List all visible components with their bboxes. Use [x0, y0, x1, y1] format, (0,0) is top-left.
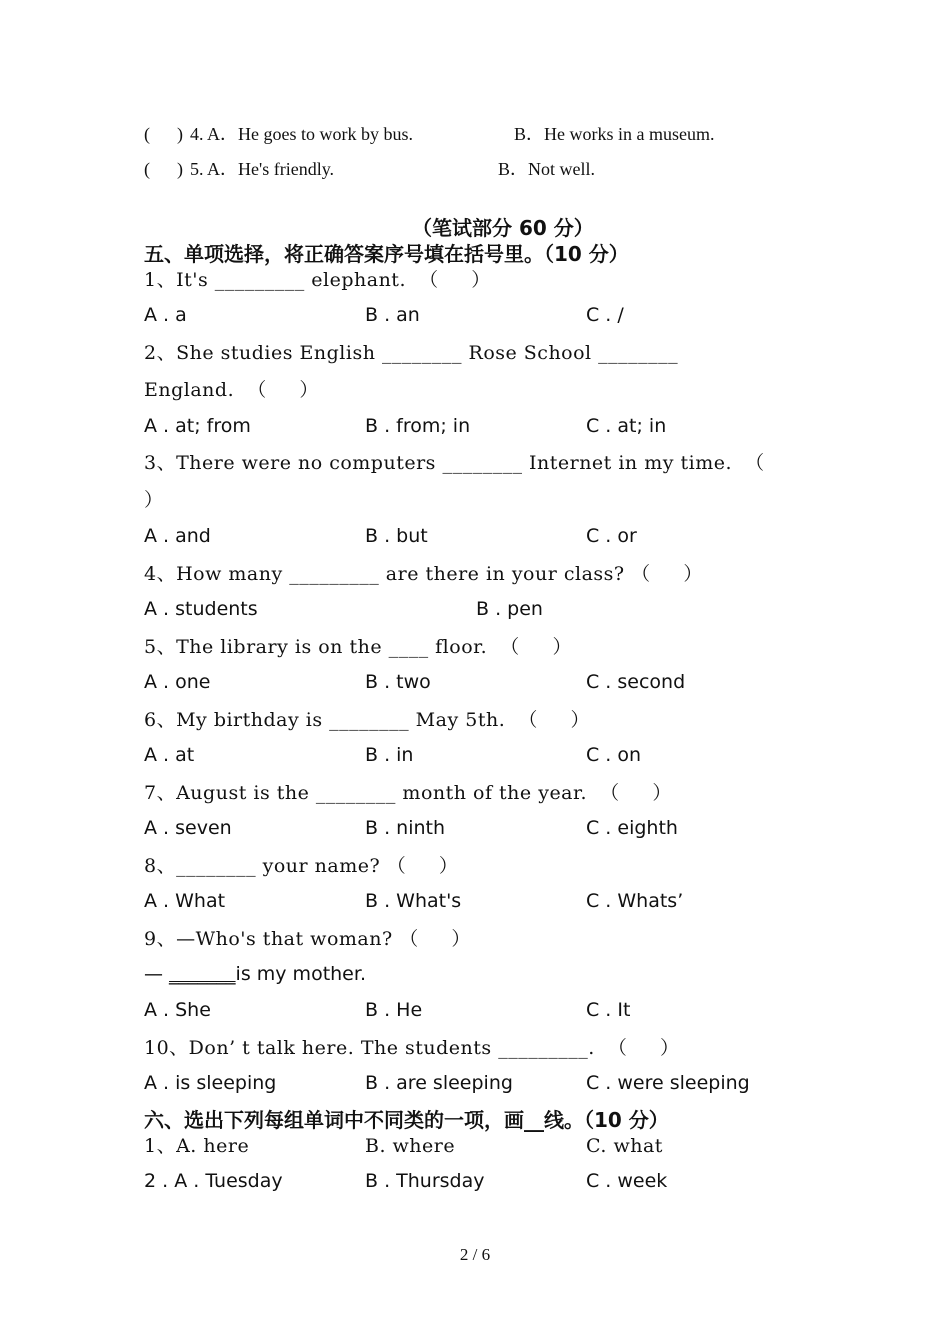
- question-8-option-c: C . Whats’: [586, 890, 684, 912]
- question-5-option-c: C . second: [586, 671, 686, 693]
- question-6-stem: 6、My birthday is ________ May 5th. （ ）: [144, 709, 591, 731]
- question-5-option-b: B . two: [365, 671, 431, 693]
- question-7-option-a: A . seven: [144, 817, 232, 839]
- s6-question-2-option-b: B . Thursday: [365, 1170, 485, 1192]
- question-9-option-b: B . He: [365, 999, 423, 1021]
- listening-item-5-b: B．Not well.: [498, 159, 595, 179]
- question-4-option-a: A . students: [144, 598, 258, 620]
- question-7-stem: 7、August is the ________ month of the year. （ ）: [144, 782, 672, 804]
- listening-paren-5: ( ): [144, 159, 183, 179]
- question-1-stem: 1、It's _________ elephant. （ ）: [144, 269, 491, 291]
- question-7-option-b: B . ninth: [365, 817, 446, 839]
- question-8-option-a: A . What: [144, 890, 226, 912]
- question-3-option-b: B . but: [365, 525, 428, 547]
- question-4-option-b: B . pen: [476, 598, 543, 620]
- s6-question-1-option-c: C. what: [586, 1135, 663, 1157]
- question-10-option-b: B . are sleeping: [365, 1072, 513, 1094]
- question-9-reply-dash: —: [144, 963, 170, 985]
- page-number: 2 / 6: [459, 1245, 491, 1264]
- listening-item-5-a: 5. A．He's friendly.: [190, 159, 335, 179]
- question-9-reply-blank: _______: [169, 963, 236, 985]
- question-4-stem: 4、How many _________ are there in your class? （ ）: [144, 563, 703, 585]
- section-6-heading: 六、选出下列每组单词中不同类的一项，画__线。（10 分）: [144, 1108, 669, 1132]
- question-10-option-c: C . were sleeping: [586, 1072, 750, 1094]
- listening-item-4-a: 4. A．He goes to work by bus.: [190, 124, 413, 144]
- question-9-stem: 9、—Who's that woman? （ ）: [144, 928, 471, 950]
- question-3-option-a: A . and: [144, 525, 211, 547]
- question-1-option-b: B . an: [365, 304, 420, 326]
- question-10-option-a: A . is sleeping: [144, 1072, 277, 1094]
- section-5-heading: 五、单项选择，将正确答案序号填在括号里。（10 分）: [144, 242, 629, 266]
- listening-paren-4: ( ): [144, 124, 183, 144]
- question-2-option-a: A . at; from: [144, 415, 251, 437]
- question-9-reply: [144, 962, 366, 986]
- question-5-stem: 5、The library is on the ____ floor. （ ）: [144, 636, 572, 658]
- question-7-option-c: C . eighth: [586, 817, 678, 839]
- listening-item-4-b: B．He works in a museum.: [514, 124, 715, 144]
- question-2-option-c: C . at; in: [586, 415, 667, 437]
- question-8-option-b: B . What's: [365, 890, 462, 912]
- question-3-stem-cont: ）: [144, 489, 164, 511]
- question-9-option-c: C . It: [586, 999, 631, 1021]
- question-6-option-c: C . on: [586, 744, 642, 766]
- written-section-title: （笔试部分 60 分）: [412, 216, 594, 240]
- question-3-stem: 3、There were no computers ________ Internet in my time. （: [144, 452, 765, 474]
- question-8-stem: 8、________ your name? （ ）: [144, 855, 459, 877]
- question-3-option-c: C . or: [586, 525, 637, 547]
- question-6-option-a: A . at: [144, 744, 195, 766]
- s6-question-2-option-c: C . week: [586, 1170, 668, 1192]
- question-9-reply-text: is my mother.: [235, 963, 366, 985]
- question-6-option-b: B . in: [365, 744, 414, 766]
- question-2-stem-cont: England. （ ）: [144, 379, 319, 401]
- question-10-stem: 10、Don’ t talk here. The students _________. （ ）: [144, 1037, 680, 1059]
- question-2-stem: 2、She studies English ________ Rose School ________: [144, 342, 679, 364]
- s6-question-1-option-a: 1、A. here: [144, 1135, 250, 1157]
- question-9-option-a: A . She: [144, 999, 211, 1021]
- question-1-option-a: A . a: [144, 304, 187, 326]
- question-2-option-b: B . from; in: [365, 415, 471, 437]
- question-5-option-a: A . one: [144, 671, 211, 693]
- s6-question-2-option-a: 2 . A . Tuesday: [144, 1170, 283, 1192]
- s6-question-1-option-b: B. where: [365, 1135, 456, 1157]
- question-1-option-c: C . /: [586, 304, 624, 326]
